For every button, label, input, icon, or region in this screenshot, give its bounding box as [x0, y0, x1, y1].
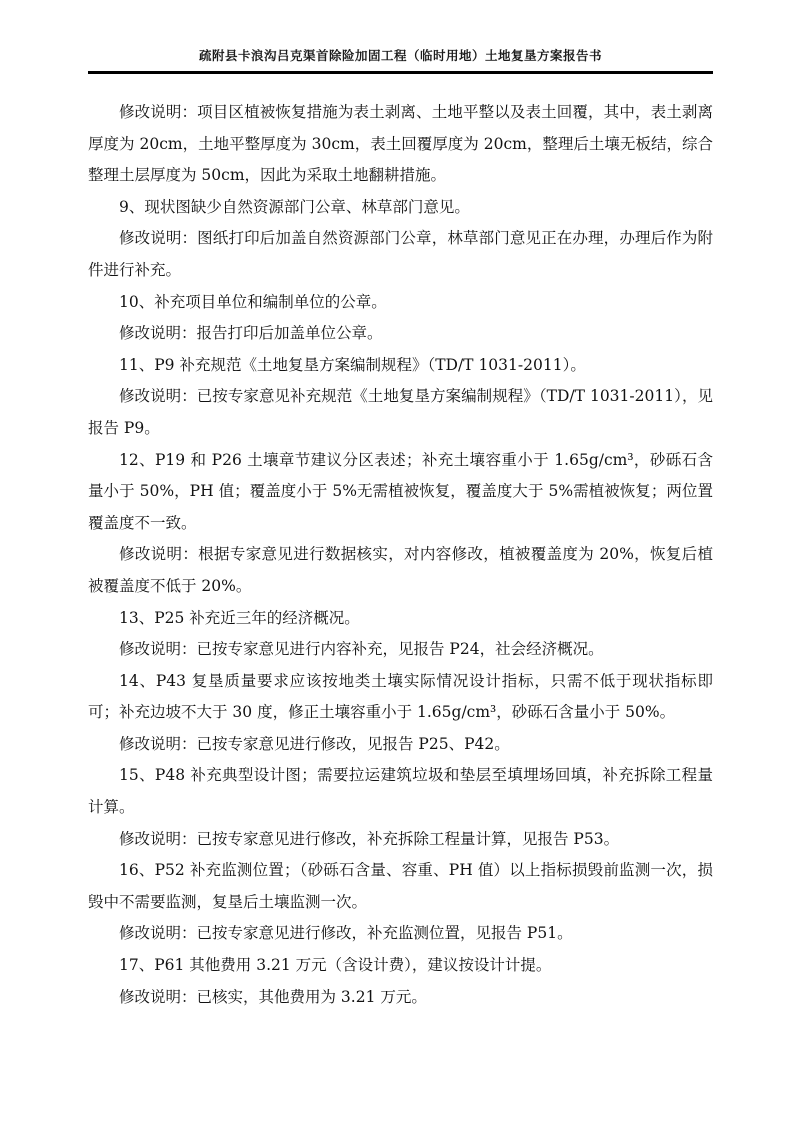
page-header	[88, 46, 713, 74]
paragraph-revision-note-14: 修改说明：已按专家意见进行修改，见报告 P25、P42。	[119, 734, 510, 753]
paragraph-revision-note-15: 修改说明：已按专家意见进行修改，补充拆除工程量计算，见报告 P53。	[119, 829, 620, 848]
paragraph-revision-note-16: 修改说明：已按专家意见进行修改，补充监测位置，见报告 P51。	[119, 924, 573, 943]
page-header-title: 疏附县卡浪沟吕克渠首除险加固工程（临时用地）土地复垦方案报告书	[198, 48, 602, 63]
document-body	[88, 97, 713, 1013]
paragraph-item-17: 17、P61 其他费用 3.21 万元（含设计费），建议按设计计提。	[119, 956, 552, 975]
paragraph-item-10: 10、补充项目单位和编制单位的公章。	[119, 292, 387, 311]
paragraph-revision-note-13: 修改说明：已按专家意见进行内容补充，见报告 P24，社会经济概况。	[119, 640, 604, 659]
header-rule	[88, 71, 713, 74]
paragraph-revision-note-11: 修改说明：已按专家意见补充规范《土地复垦方案编制规程》（TD/T 1031-2011），见报告 P9。	[88, 387, 713, 437]
paragraph-item-9: 9、现状图缺少自然资源部门公章、林草部门意见。	[119, 197, 470, 216]
paragraph-revision-note-12: 修改说明：根据专家意见进行数据核实，对内容修改，植被覆盖度为 20%，恢复后植被覆盖度不低于 20%。	[88, 545, 713, 595]
paragraph-item-12: 12、P19 和 P26 土壤章节建议分区表述；补充土壤容重小于 1.65g/cm³，砂砾石含量小于 50%，PH 值；覆盖度小于 5%无需植被恢复，覆盖度大于 5%需植被恢复；两位置覆盖度不一致。	[88, 450, 713, 532]
paragraph-item-16: 16、P52 补充监测位置；（砂砾石含量、容重、PH 值）以上指标损毁前监测一次，损毁中不需要监测，复垦后土壤监测一次。	[88, 861, 713, 911]
paragraph-item-14: 14、P43 复垦质量要求应该按地类土壤实际情况设计指标，只需不低于现状指标即可；补充边坡不大于 30 度，修正土壤容重小于 1.65g/cm³，砂砾石含量小于 50%。	[88, 671, 713, 722]
paragraph-item-13: 13、P25 补充近三年的经济概况。	[119, 608, 360, 627]
paragraph-revision-note-8: 修改说明：项目区植被恢复措施为表土剥离、土地平整以及表土回覆，其中，表土剥离厚度为 20cm，土地平整厚度为 30cm，表土回覆厚度为 20cm，整理后土壤无板结，综合整理土层厚度为 50cm，因此为采取土地翻耕措施。	[88, 103, 713, 185]
paragraph-revision-note-10: 修改说明：报告打印后加盖单位公章。	[119, 324, 383, 343]
paragraph-item-11: 11、P9 补充规范《土地复垦方案编制规程》（TD/T 1031-2011）。	[119, 355, 586, 374]
paragraph-revision-note-9: 修改说明：图纸打印后加盖自然资源部门公章，林草部门意见正在办理，办理后作为附件进行补充。	[88, 229, 713, 279]
paragraph-revision-note-17: 修改说明：已核实，其他费用为 3.21 万元。	[119, 987, 427, 1006]
paragraph-item-15: 15、P48 补充典型设计图；需要拉运建筑垃圾和垫层至填埋场回填，补充拆除工程量计算。	[88, 766, 713, 817]
